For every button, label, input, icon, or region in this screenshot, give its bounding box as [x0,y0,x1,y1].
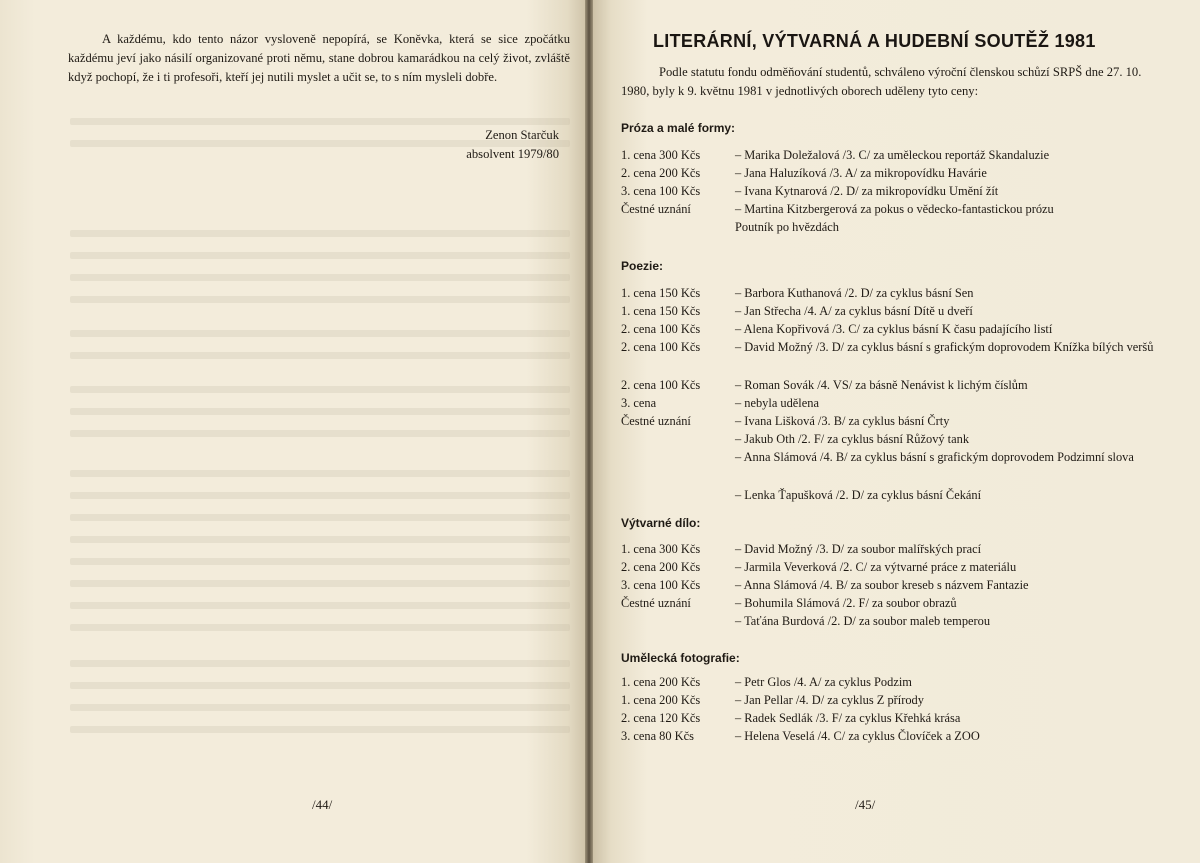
show-through [70,492,570,499]
award-row [621,412,1181,430]
award-prize: 3. cena 100 Kčs [621,184,701,198]
award-prize: Čestné uznání [621,414,691,428]
award-prize: 2. cena 200 Kčs [621,166,701,180]
award-prize: 1. cena 150 Kčs [621,304,701,318]
award-desc: – Anna Slámová /4. B/ za soubor kreseb s názvem Fantazie [735,578,1029,592]
award-prize: 1. cena 300 Kčs [621,542,701,556]
page-number-left: /44/ [312,797,333,812]
author-role: absolvent 1979/80 [466,147,559,161]
section-title-photography: Umělecká fotografie: [621,651,740,665]
show-through [70,352,570,359]
show-through [70,704,570,711]
award-row [621,594,1181,612]
show-through [70,408,570,415]
page-number-right: /45/ [855,797,876,812]
award-row [621,448,1181,466]
show-through [70,470,570,477]
award-row [621,576,1181,594]
award-row [621,691,1181,709]
left-page [0,0,585,863]
award-row [621,284,1181,302]
award-row [621,376,1181,394]
award-prize: 1. cena 150 Kčs [621,286,701,300]
award-desc: – nebyla udělena [735,396,819,410]
award-row [621,540,1181,558]
award-prize: 3. cena 80 Kčs [621,729,694,743]
show-through [70,274,570,281]
book-gutter [585,0,593,863]
award-desc: – Jana Haluzíková /3. A/ za mikropovídku Havárie [735,166,987,180]
show-through [70,296,570,303]
author-name: Zenon Starčuk [485,128,559,142]
award-prize: 2. cena 200 Kčs [621,560,701,574]
award-row [621,709,1181,727]
section-title-poetry: Poezie: [621,259,664,273]
show-through [70,430,570,437]
award-prize: 2. cena 100 Kčs [621,378,701,392]
award-row [621,673,1181,691]
award-row [621,394,1181,412]
award-row [621,612,1181,630]
show-through [70,330,570,337]
award-row [621,320,1181,338]
award-row [621,164,1181,182]
award-desc: – Ivana Lišková /3. B/ za cyklus básní Črty [735,414,950,428]
essay-paragraph [68,30,570,87]
award-desc: – Barbora Kuthanová /2. D/ za cyklus básní Sen [735,286,974,300]
show-through [70,602,570,609]
award-desc: – David Možný /3. D/ za soubor malířských prací [735,542,982,556]
award-prize: 3. cena [621,396,657,410]
award-desc: – Petr Glos /4. A/ za cyklus Podzim [735,675,912,689]
award-desc: – David Možný /3. D/ za cyklus básní s grafickým doprovodem Knížka bílých veršů [735,340,1154,354]
award-prize: Čestné uznání [621,202,691,216]
award-row [621,558,1181,576]
award-desc: – Radek Sedlák /3. F/ za cyklus Křehká krása [735,711,961,725]
award-desc: – Taťána Burdová /2. D/ za soubor maleb temperou [735,614,991,628]
award-desc: – Lenka Ťapušková /2. D/ za cyklus básní Čekání [735,488,982,502]
award-row [621,182,1181,200]
award-prize: Čestné uznání [621,596,691,610]
signature [359,126,559,164]
section-title-prose: Próza a malé formy: [621,121,736,135]
show-through [70,580,570,587]
award-desc: – Anna Slámová /4. B/ za cyklus básní s grafickým doprovodem Podzimní slova [735,450,1134,464]
award-desc: – Ivana Kytnarová /2. D/ za mikropovídku Umění žít [735,184,999,198]
award-desc: – Marika Doležalová /3. C/ za uměleckou reportáž Skandaluzie [735,148,1050,162]
show-through [70,660,570,667]
show-through [70,118,570,125]
award-prize: 2. cena 100 Kčs [621,340,701,354]
award-desc: – Jakub Oth /2. F/ za cyklus básní Růžový tank [735,432,970,446]
award-prize: 1. cena 300 Kčs [621,148,701,162]
award-desc: – Jan Pellar /4. D/ za cyklus Z přírody [735,693,924,707]
show-through [70,682,570,689]
show-through [70,514,570,521]
page-title: LITERÁRNÍ, VÝTVARNÁ A HUDEBNÍ SOUTĚŽ 1981 [653,31,1096,51]
award-row [621,146,1181,164]
award-desc: – Alena Kopřivová /3. C/ za cyklus básní K času padajícího listí [735,322,1053,336]
show-through [70,536,570,543]
award-row [621,200,1181,236]
award-prize: 1. cena 200 Kčs [621,675,701,689]
award-row [621,727,1181,745]
award-row [621,302,1181,320]
award-row [621,338,1181,356]
award-prize: 3. cena 100 Kčs [621,578,701,592]
intro-paragraph [621,63,1167,101]
award-desc: – Martina Kitzbergerová za pokus o vědecko-fantastickou prózu Poutník po hvězdách [735,202,1054,234]
show-through [70,386,570,393]
show-through [70,252,570,259]
show-through [70,624,570,631]
section-title-art: Výtvarné dílo: [621,516,701,530]
award-prize: 2. cena 100 Kčs [621,322,701,336]
show-through [70,726,570,733]
award-desc: – Bohumila Slámová /2. F/ za soubor obrazů [735,596,957,610]
essay-text: A každému, kdo tento názor vysloveně nepopírá, se Koněvka, která se sice zpočátku každému jeví jako násilí organizované proti němu, stane dobrou kamarádkou na celý život, zvláště když pochopí, že i ti profesoři, kteří jej nutili myslet a učit se, to s ním mysleli dobře. [68,32,570,84]
award-prize: 2. cena 120 Kčs [621,711,701,725]
intro-text: Podle statutu fondu odměňování studentů, schváleno výroční členskou schůzí SRPŠ dne 27. 10. 1980, byly k 9. květnu 1981 v jednotlivých oborech uděleny tyto ceny: [621,65,1142,98]
award-desc: – Jarmila Veverková /2. C/ za výtvarné práce z materiálu [735,560,1017,574]
award-prize: 1. cena 200 Kčs [621,693,701,707]
award-row [621,486,1181,504]
right-page [593,0,1200,863]
award-desc: – Helena Veselá /4. C/ za cyklus Človíček a ZOO [735,729,980,743]
show-through [70,558,570,565]
award-desc: – Roman Sovák /4. VS/ za básně Nenávist k lichým číslům [735,378,1028,392]
award-desc: – Jan Střecha /4. A/ za cyklus básní Dítě u dveří [735,304,973,318]
award-row [621,430,1181,448]
show-through [70,230,570,237]
